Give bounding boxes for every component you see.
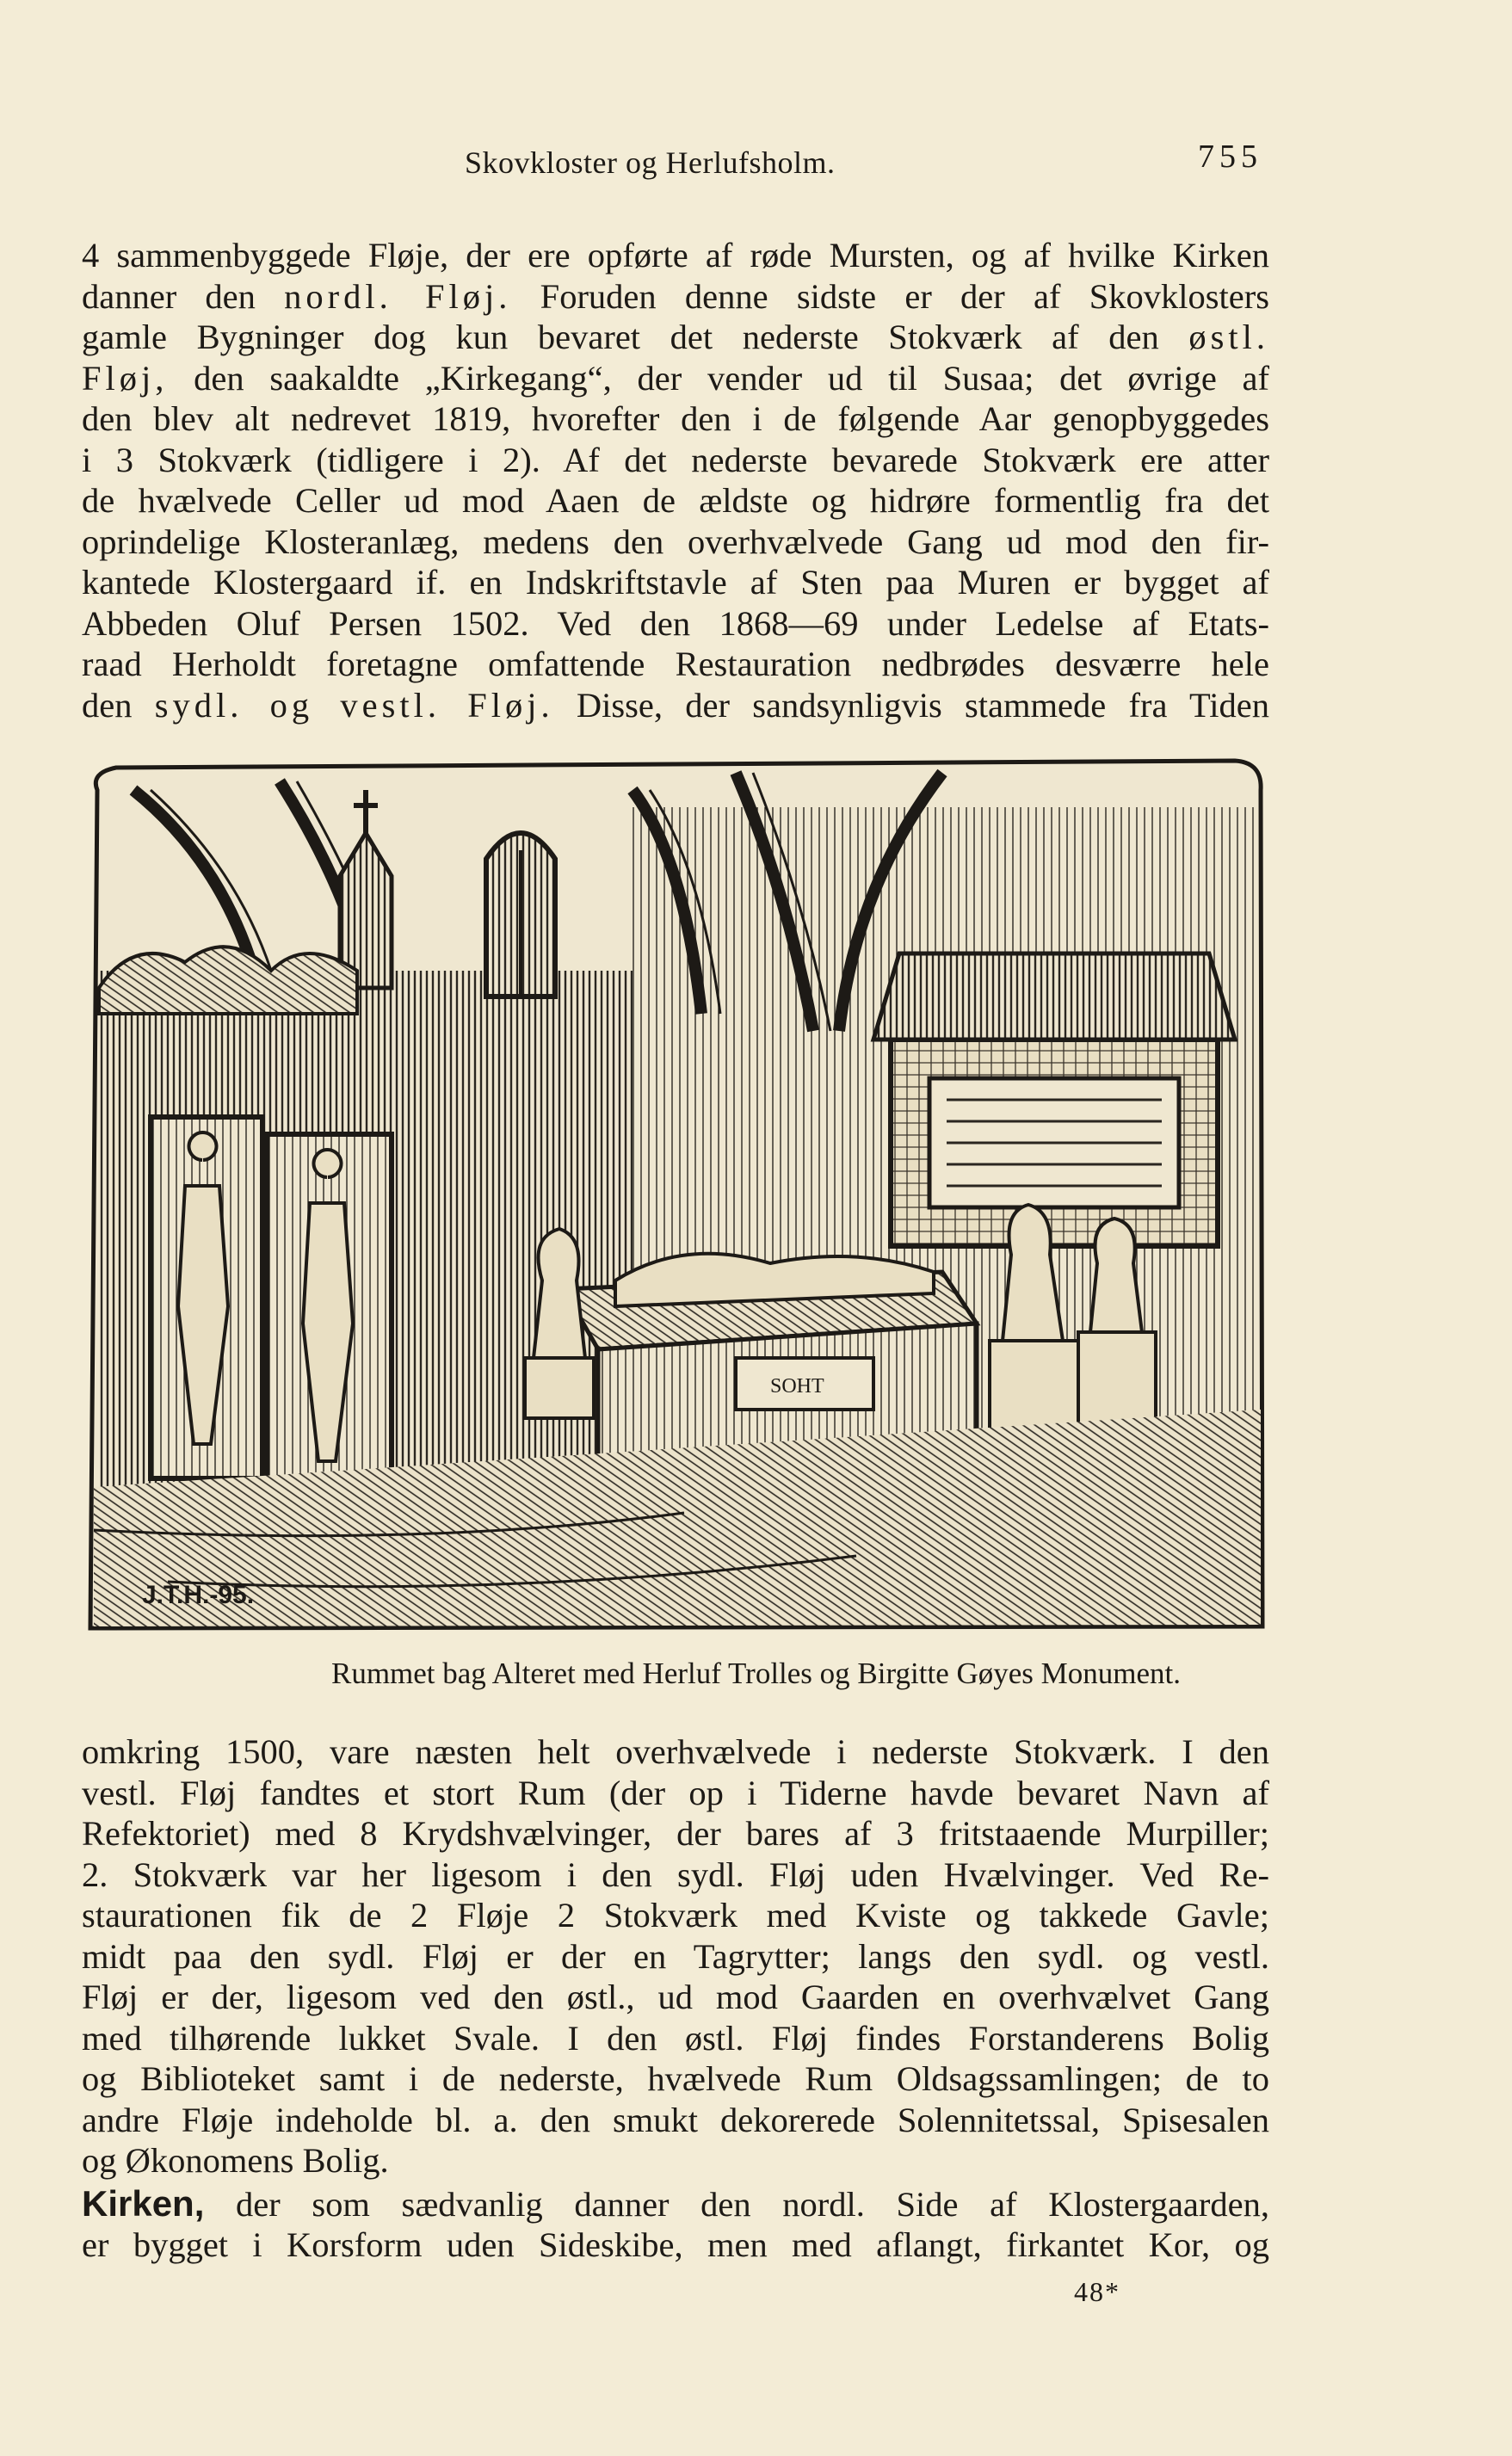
engraving-illustration: [82, 756, 1269, 1635]
text-line: i 3 Stokværk (tidligere i 2). Af det nederste bevarede Stokværk ere atter: [82, 440, 1269, 479]
text-line: raad Herholdt foretagne omfattende Restauration nedbrødes desværre hele: [82, 645, 1269, 683]
text-line: Refektoriet) med 8 Krydshvælvinger, der bares af 3 fritstaaende Murpiller;: [82, 1814, 1269, 1853]
text-line: omkring 1500, vare næsten helt overhvælvede i nederste Stokværk. I den: [82, 1732, 1269, 1771]
text-line: den sydl. og vestl. Fløj. Disse, der sandsynligvis stammede fra Tiden: [82, 685, 1269, 725]
section-lead-kirken: Kirken,: [82, 2183, 205, 2224]
text-line: Abbeden Oluf Persen 1502. Ved den 1868—69 under Ledelse af Etats-: [82, 603, 1269, 643]
text-line: er bygget i Korsform uden Sideskibe, men med aflangt, firkantet Kor, og: [82, 2225, 1269, 2264]
text-line: kantede Klostergaard if. en Indskriftstavle af Sten paa Muren er bygget af: [82, 563, 1269, 602]
text-line: vestl. Fløj fandtes et stort Rum (der op i Tiderne havde bevaret Navn af: [82, 1773, 1269, 1812]
text-line: midt paa den sydl. Fløj er der en Tagrytter; langs den sydl. og vestl.: [82, 1936, 1269, 1976]
text-line: staurationen fik de 2 Fløje 2 Stokværk med Kviste og takkede Gavle;: [82, 1896, 1269, 1935]
altar-screen-crest: [99, 947, 357, 1014]
text-line: andre Fløje indeholde bl. a. den smukt dekorerede Solennitetssal, Spisesalen: [82, 2100, 1269, 2139]
page-number: 755: [1198, 139, 1262, 175]
text-line: Kirken, der som sædvanlig danner den nordl. Side af Klostergaarden,: [82, 2183, 1269, 2224]
epitaph-pediment: [873, 953, 1235, 1040]
text-line: og Økonomens Bolig.: [82, 2141, 389, 2180]
running-title: Skovkloster og Herlufsholm.: [465, 145, 836, 180]
armour-display-cases: [151, 1117, 392, 1496]
text-line: og Biblioteket samt i de nederste, hvælvede Rum Oldsagssamlingen; de to: [82, 2059, 1269, 2098]
paragraph-top: [82, 235, 1269, 725]
text-line: danner den nordl. Fløj. Foruden denne sidste er der af Skovklosters: [82, 276, 1269, 316]
signature-mark: 48*: [1074, 2276, 1120, 2307]
text-line: 4 sammenbyggede Fløje, der ere opførte af røde Mursten, og af hvilke Kirken: [82, 236, 1269, 275]
text-line: med tilhørende lukket Svale. I den østl. Fløj findes Forstanderens Bolig: [82, 2018, 1269, 2058]
paragraph-bottom: [82, 1731, 1269, 2181]
engraver-mark: J.T.H.-95.: [142, 1581, 255, 1609]
text-line: oprindelige Klosteranlæg, medens den overhvælvede Gang ud mod den fir-: [82, 521, 1269, 561]
text-line: Fløj, den saakaldte „Kirkegang“, der vender ud til Susaa; det øvrige af: [82, 358, 1269, 398]
text-line: gamle Bygninger dog kun bevaret det nederste Stokværk af den østl.: [82, 318, 1269, 356]
figure-caption: Rummet bag Alteret med Herluf Trolles og Birgitte Gøyes Monument.: [330, 1657, 1182, 1690]
text-line: den blev alt nedrevet 1819, hvorefter den i de følgende Aar genopbyggedes: [82, 399, 1269, 438]
paragraph-kirken: [82, 2183, 1269, 2265]
text-line: 2. Stokværk var her ligesom i den sydl. Fløj uden Hvælvinger. Ved Re-: [82, 1854, 1269, 1894]
tomb-inscription: SOHT: [770, 1375, 824, 1398]
text-line: Fløj er der, ligesom ved den østl., ud mod Gaarden en overhvælvet Gang: [82, 1978, 1269, 2016]
text-line: de hvælvede Celler ud mod Aaen de ældste og hidrøre formentlig fra det: [82, 481, 1269, 520]
